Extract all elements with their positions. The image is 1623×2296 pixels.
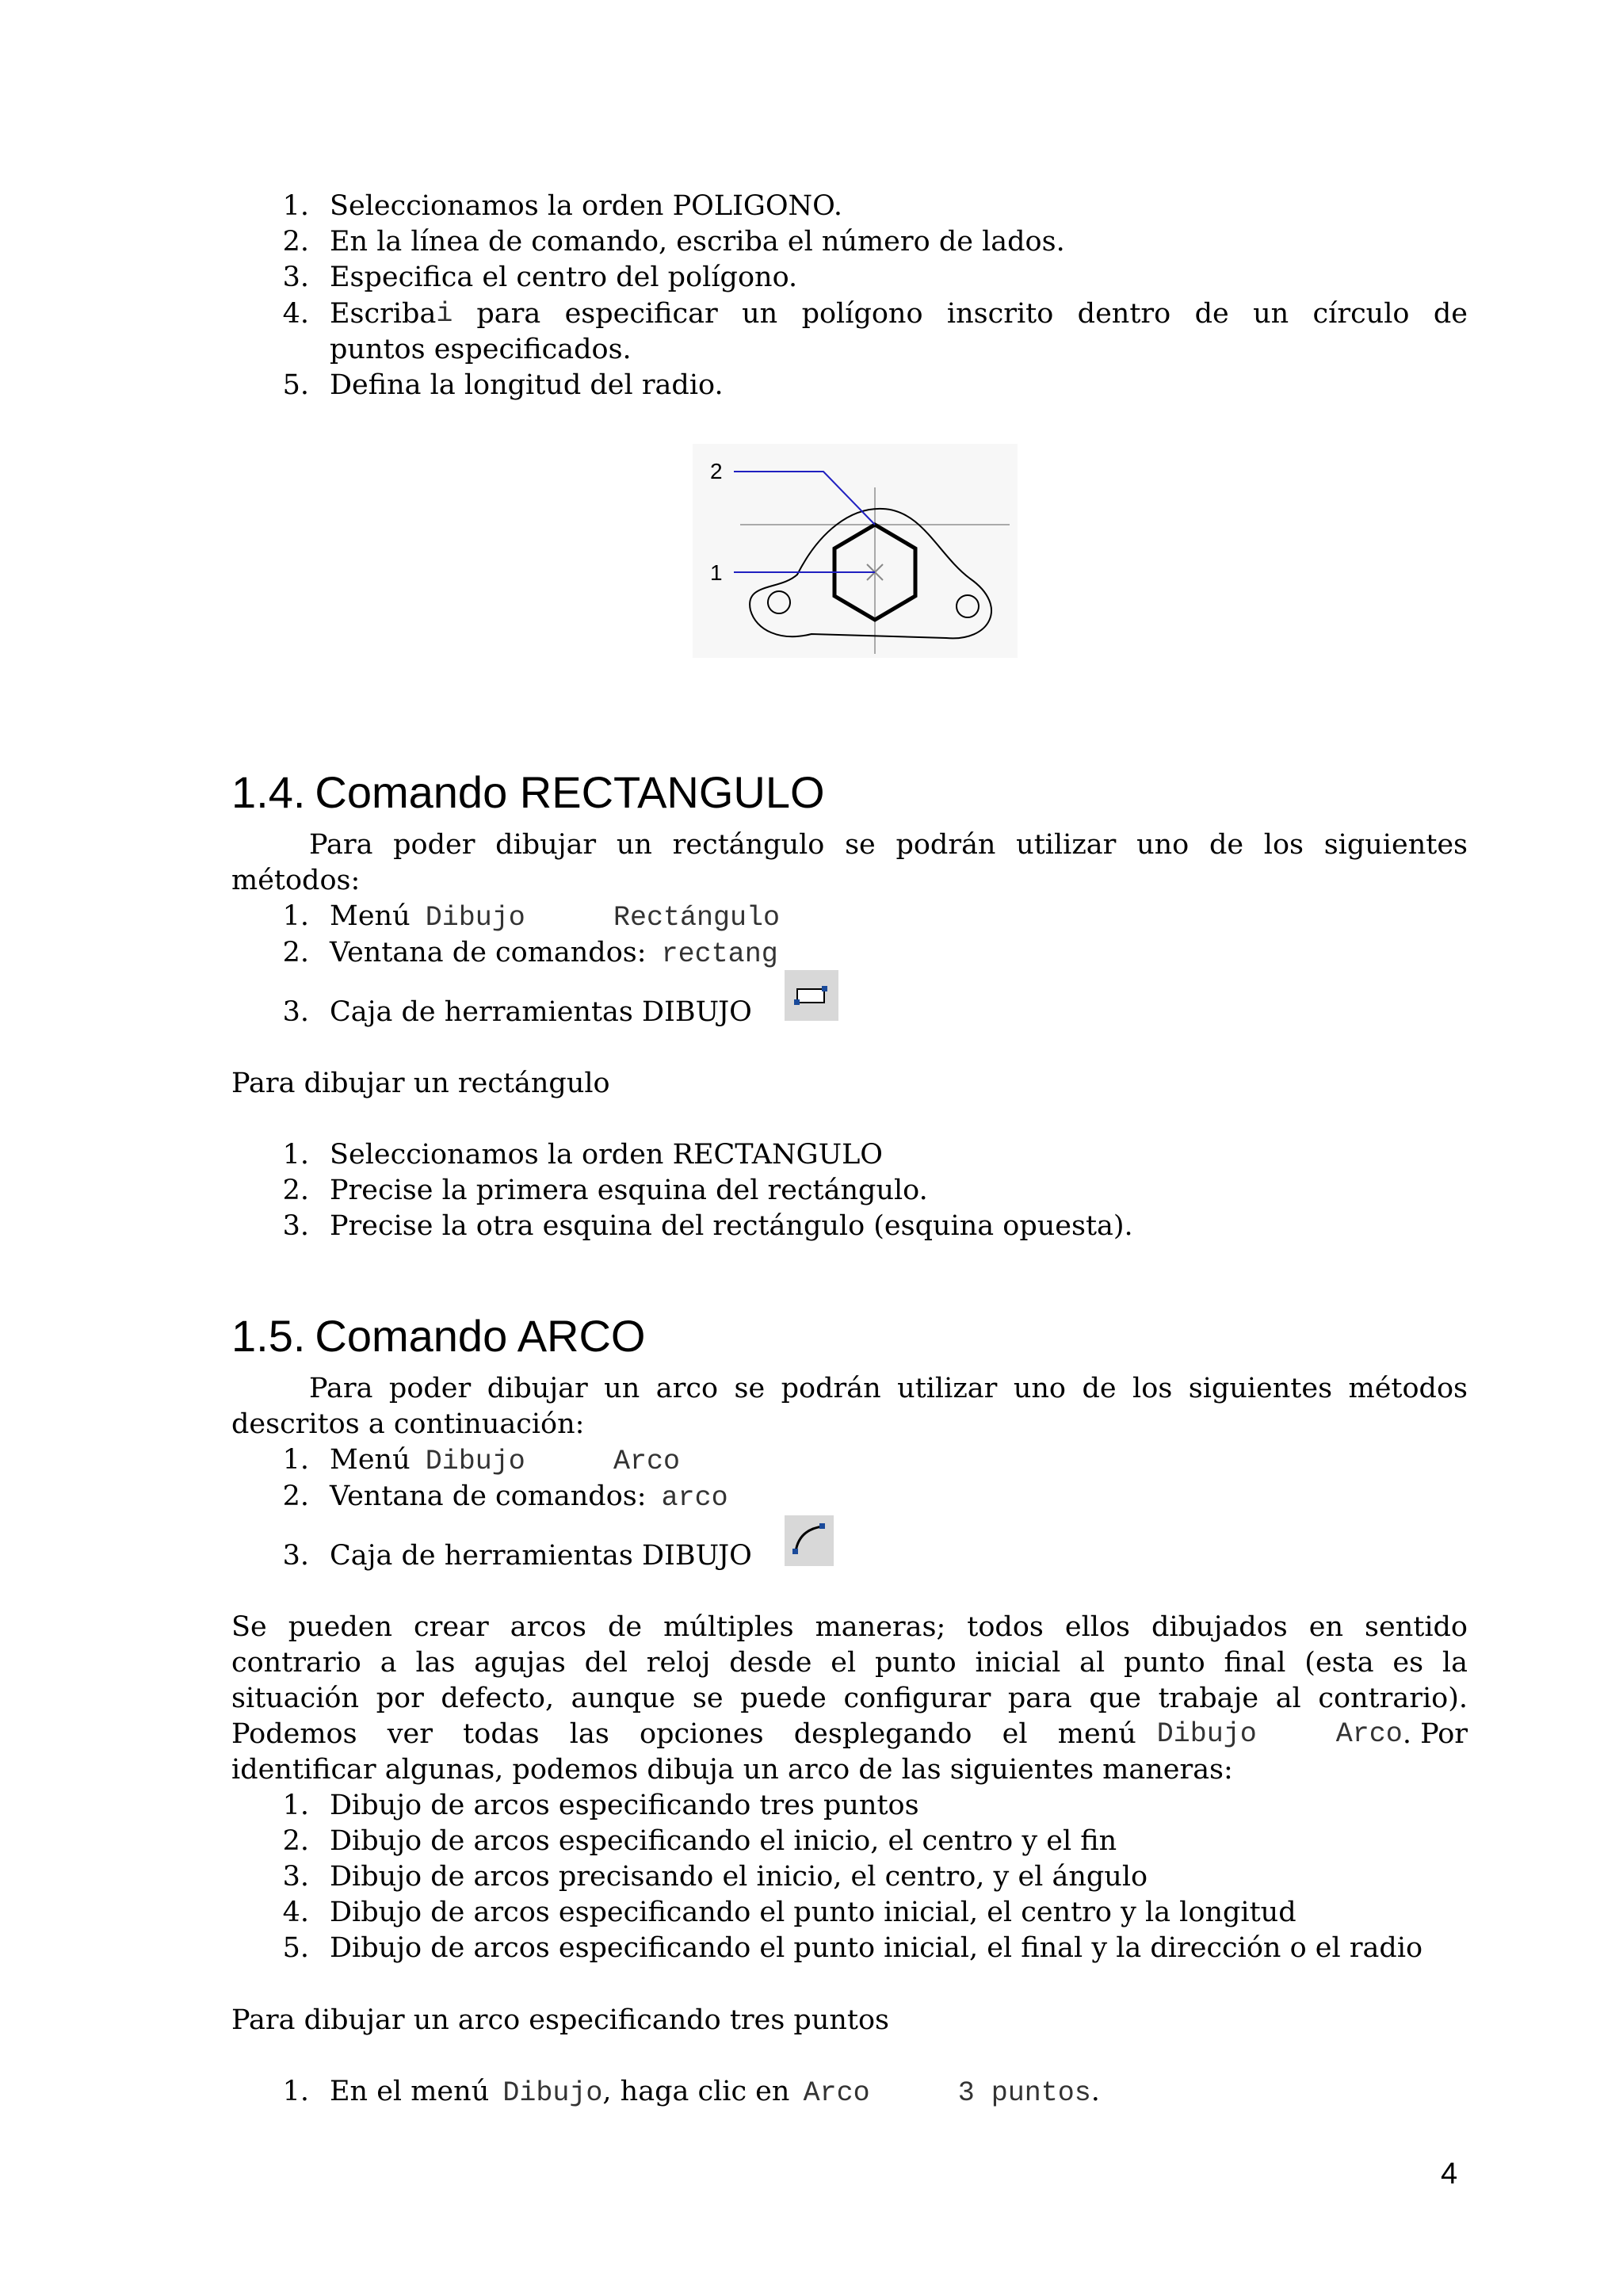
list-number: 3.	[282, 1210, 309, 1242]
list-item-text: .	[1090, 2076, 1100, 2107]
command-code: rectang	[661, 938, 778, 970]
polygon-diagram	[693, 444, 1018, 658]
list-number: 1.	[282, 900, 309, 932]
menu-path: Arco	[613, 1446, 680, 1477]
method-label: Ventana de comandos:	[330, 937, 647, 968]
list-number: 2.	[282, 1480, 309, 1512]
list-item-text: En el menú	[330, 2076, 490, 2107]
list-number: 1.	[282, 190, 309, 222]
diagram-background	[693, 444, 1018, 658]
section-number: 1.5.	[231, 1311, 306, 1361]
list-item-text: , haga clic en	[602, 2076, 790, 2107]
menu-path: Dibujo	[425, 902, 525, 934]
list-item	[330, 2074, 1100, 2111]
page-number: 4	[1441, 2157, 1458, 2191]
list-number: 2.	[282, 226, 309, 258]
list-number: 2.	[282, 937, 309, 968]
list-number: 2.	[282, 1175, 309, 1206]
list-item-text: para especificar un polígono inscrito dentro de un círculo de	[476, 298, 1468, 330]
menu-path: Dibujo	[425, 1446, 525, 1477]
method-item: Caja de herramientas DIBUJO	[330, 996, 752, 1028]
menu-path: Dibujo	[502, 2077, 603, 2109]
menu-path: Dibujo	[1156, 1718, 1257, 1750]
list-number: 2.	[282, 1825, 309, 1857]
point-label-1: 1	[710, 560, 723, 585]
command-code: i	[436, 298, 453, 330]
paragraph-line: Para poder dibujar un rectángulo se podrán utilizar uno de los siguientes	[309, 829, 1468, 861]
list-number: 1.	[282, 1139, 309, 1171]
list-number: 1.	[282, 2076, 309, 2107]
list-item: Precise la otra esquina del rectángulo (esquina opuesta).	[330, 1210, 1133, 1242]
list-number: 3.	[282, 262, 309, 293]
command-code: arco	[661, 1482, 728, 1514]
method-item	[330, 1442, 680, 1479]
list-number: 1.	[282, 1790, 309, 1821]
method-label: Menú	[330, 900, 411, 932]
paragraph-text: Podemos ver todas las opciones desplegando el menú	[231, 1718, 1136, 1750]
list-item-continuation: puntos especificados.	[330, 334, 632, 365]
list-item: Dibujo de arcos especificando el punto inicial, el final y la dirección o el radio	[330, 1932, 1423, 1964]
paragraph-line: identificar algunas, podemos dibuja un arco de las siguientes maneras:	[231, 1754, 1233, 1786]
section-title: Comando ARCO	[315, 1311, 646, 1361]
method-label: Menú	[330, 1444, 411, 1476]
list-item: Seleccionamos la orden POLIGONO.	[330, 190, 842, 222]
paragraph-line: Para poder dibujar un arco se podrán utilizar uno de los siguientes métodos	[309, 1373, 1468, 1404]
list-number: 4.	[282, 1897, 309, 1928]
list-number: 3.	[282, 1861, 309, 1893]
list-item-text: Escriba	[330, 298, 437, 330]
list-item: Especifica el centro del polígono.	[330, 262, 798, 293]
list-number: 5.	[282, 1932, 309, 1964]
list-number: 3.	[282, 1540, 309, 1572]
paragraph-line: descritos a continuación:	[231, 1408, 585, 1440]
rectangle-tool-icon	[785, 970, 838, 1021]
paragraph-line	[231, 1717, 1468, 1752]
method-item: Caja de herramientas DIBUJO	[330, 1540, 752, 1572]
section-heading-arco	[231, 1311, 645, 1362]
paragraph-line: métodos:	[231, 865, 361, 896]
menu-path: 3 puntos	[957, 2077, 1091, 2109]
paragraph-line: situación por defecto, aunque se puede configurar para que trabaje al contrario).	[231, 1683, 1468, 1714]
section-title: Comando RECTANGULO	[315, 767, 825, 817]
method-label: Ventana de comandos:	[330, 1480, 647, 1512]
list-number: 1.	[282, 1444, 309, 1476]
paragraph-line: contrario a las agujas del reloj desde el punto inicial al punto final (esta es la	[231, 1647, 1468, 1679]
list-item: Precise la primera esquina del rectángulo.	[330, 1175, 928, 1206]
menu-path: Arco	[1335, 1718, 1403, 1750]
list-item: Dibujo de arcos precisando el inicio, el centro, y el ángulo	[330, 1861, 1148, 1893]
point-label-2: 2	[710, 459, 723, 483]
list-item: Dibujo de arcos especificando el punto inicial, el centro y la longitud	[330, 1897, 1296, 1928]
method-item	[330, 935, 778, 972]
section-heading-rectangulo	[231, 767, 825, 818]
menu-path: Rectángulo	[613, 902, 780, 934]
method-item	[330, 1479, 728, 1515]
menu-path: Arco	[803, 2077, 870, 2109]
arc-tool-icon	[785, 1515, 834, 1566]
list-item: Seleccionamos la orden RECTANGULO	[330, 1139, 884, 1171]
section-number: 1.4.	[231, 767, 306, 817]
list-item: En la línea de comando, escriba el número de lados.	[330, 226, 1065, 258]
subheading: Para dibujar un rectángulo	[231, 1068, 610, 1099]
list-item: Defina la longitud del radio.	[330, 369, 724, 401]
list-number: 4.	[282, 298, 309, 330]
list-item: Dibujo de arcos especificando tres puntos	[330, 1790, 919, 1821]
list-number: 3.	[282, 996, 309, 1028]
paragraph-text: . Por	[1402, 1718, 1468, 1750]
method-item	[330, 899, 780, 935]
list-item	[330, 296, 1468, 331]
subheading: Para dibujar un arco especificando tres puntos	[231, 2004, 890, 2036]
list-item: Dibujo de arcos especificando el inicio, el centro y el fin	[330, 1825, 1117, 1857]
list-number: 5.	[282, 369, 309, 401]
paragraph-line: Se pueden crear arcos de múltiples maneras; todos ellos dibujados en sentido	[231, 1611, 1468, 1643]
